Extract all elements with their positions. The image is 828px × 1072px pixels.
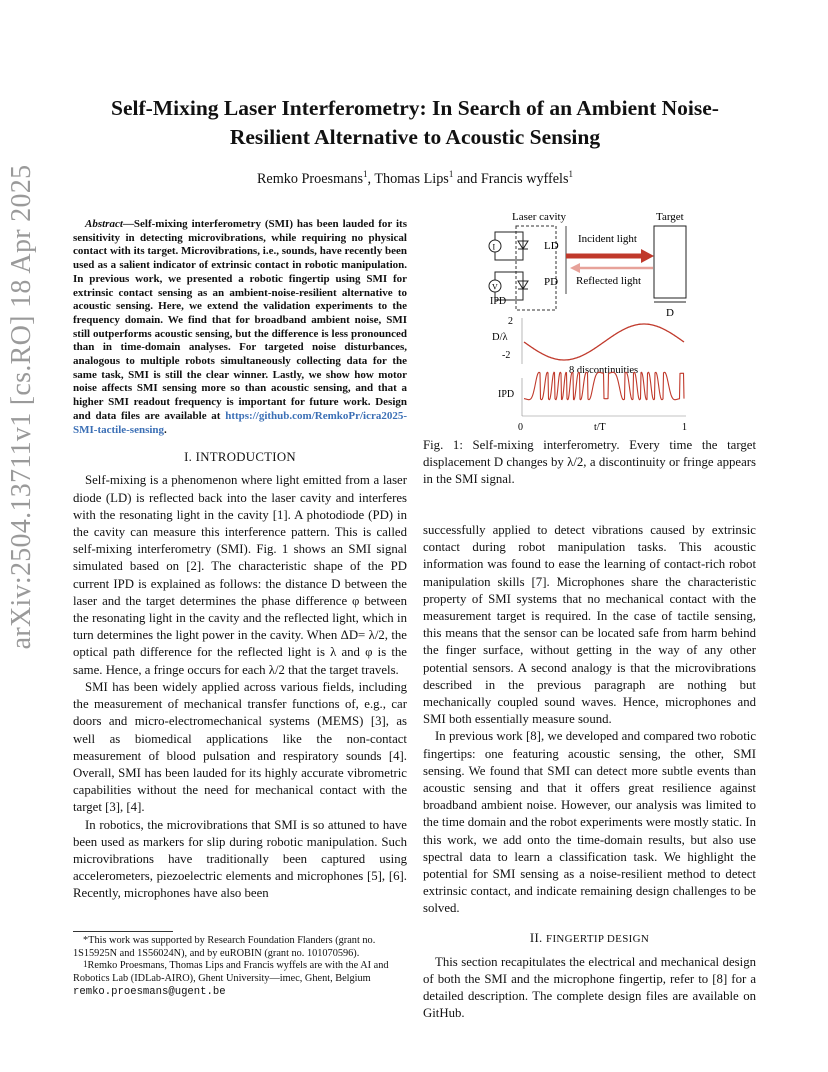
current-source-symbol: I — [492, 242, 496, 252]
reflected-light-label: Reflected light — [576, 275, 642, 287]
author-list — [95, 171, 735, 188]
section-heading-fingertip-design — [423, 930, 756, 948]
section-number: I. — [184, 450, 193, 465]
footnote-rule — [73, 931, 173, 932]
ipd-axis-label: IPD — [498, 389, 515, 400]
author-email[interactable]: remko.proesmans@ugent.be — [73, 985, 226, 998]
left-column — [73, 218, 407, 903]
ipd-label: IPD — [490, 296, 507, 307]
author-name: Remko Proesmans — [256, 171, 363, 187]
affiliation-mark: 1 — [83, 959, 88, 970]
abstract-end: . — [164, 423, 167, 436]
paragraph: This section recapitulates the electrical and mechanical design of both the SMI and the microphone fingertip, refer to [8] for a detailed description. The complete design files are available on GitHub. — [423, 954, 756, 1021]
ipd-signal-curve — [524, 372, 684, 399]
laser-cavity-box — [516, 226, 559, 310]
paragraph: SMI has been widely applied across various fields, including the measurement of mechanical transfer functions of, e.g., car doors and micro-electromechanical systems (MEMS) [3], as well as biomedical applications like the non-contact measurement of blood pulsation and respiratory sounds [4]. Overall, SMI has been lauded for its highly accurate vibrometric capabilities without the need for mechanical contact with the target [3], [4]. — [73, 679, 407, 815]
paragraph: successfully applied to detect vibrations caused by extrinsic contact during robot manipulation tasks. This acoustic information was found to ease the learning of contact-rich robot manipulation skills [7]. Microphones share the characteristic property of SMI systems that no mechanical contact with the measurement target is required. In the case of tactile sensing, this means that the sensor can be located safe from harm behind the finger surface, without getting in the way of any other potential sensors. A second analogy is that the microvibrations described in the previous paragraph are nothing but mechanically coupled sound waves. Hence, microphones and SMI both essentially measure sound. — [423, 523, 756, 727]
target-box — [654, 226, 686, 298]
section-title: FINGERTIP DESIGN — [546, 932, 650, 945]
x-axis-label: t/T — [594, 422, 606, 433]
figure-caption: Fig. 1: Self-mixing interferometry. Every time the target displacement D changes by λ/2, a discontinuity or fringe appears in the SMI signal. — [423, 438, 756, 487]
reflected-arrow-icon — [570, 263, 580, 273]
incident-light-label: Incident light — [578, 233, 637, 245]
footnote-affiliation — [73, 960, 407, 985]
target-label: Target — [656, 211, 684, 223]
abstract: Abstract—Self-mixing interferometry (SMI) has been lauded for its sensitivity in detecting microvibrations, while requiring no physical contact with its target. Microvibrations, i.e., sounds, have recently been used as a salient indicator of extrinsic contact in robotic manipulation. In previous work, we presented a robotic fingertip using SMI for extrinsic contact sensing as an ambient-noise-resilient alternative to acoustic sensing. Here, we extend the validation experiments to the frequency domain. We find that for broadband ambient noise, SMI still outperforms acoustic sensing, but the difference is less pronounced than in time-domain analyses. For targeted noise disturbances, analogous to multiple robots simultaneously collecting data for the same task, SMI is still the clear winner. Lastly, we show how motor noise affects SMI sensing more so than acoustic sensing, and that a higher SMI readout frequency is important for future work. Design and data files are available at https://github.com/RemkoPr/icra2025-SMI-tactile-sensing. — [73, 218, 407, 436]
tick-label: -2 — [502, 350, 511, 361]
incident-arrow-icon — [641, 249, 654, 263]
tick-label: 2 — [508, 316, 513, 327]
paragraph: In previous work [8], we developed and compared two robotic fingertips: one featuring acoustic sensing, the other, SMI sensing. We found that SMI can detect more subtle events than acoustic sensing and that it offers great resilience against broadband ambient noise. However, our analysis was limited to the time domain and the robot experiments were mostly static. In this work, we add onto the time-domain results, but also use spectral data to learn a classification task. We highlight the potential for SMI sensing as a noise-resilient method to detect extrinsic contact, and indicate remaining design challenges to be solved. — [423, 729, 756, 916]
author-name: Thomas Lips — [374, 171, 449, 187]
laser-cavity-label: Laser cavity — [512, 211, 567, 223]
affiliation-mark: 1 — [448, 169, 454, 179]
discontinuities-label: 8 discontinuities — [569, 365, 639, 376]
section-heading-introduction — [73, 449, 407, 466]
footnote-affiliation-text: Remko Proesmans, Thomas Lips and Francis wyffels are with the AI and Robotics Lab (IDLab-AIRO), Ghent University—imec, Ghent, Belgium — [73, 960, 389, 985]
paragraph: Self-mixing is a phenomenon where light emitted from a laser diode (LD) is reflected back into the laser cavity and interferes with the resonating light in the cavity [1]. A photodiode (PD) in the cavity can measure this interference pattern. This is called self-mixing interferometry (SMI). Fig. 1 shows an SMI signal simulated based on [2]. The characteristic shape of the PD current IPD is explained as follows: the distance D between the laser and the target determines the phase difference φ between the resonating light in the cavity and the reflected light, which in turn determines the light power in the cavity. When ΔD= λ/2, the optical path difference for the reflected light is λ and φ is the same. Hence, a fringe occurs for each λ/2 that the target travels. — [73, 473, 407, 677]
paper-title: Self-Mixing Laser Interferometry: In Search of an Ambient Noise-Resilient Alternative to Acoustic Sensing — [111, 96, 719, 149]
affiliation-mark: 1 — [362, 169, 368, 179]
section-title: INTRODUCTION — [195, 450, 296, 465]
d-lambda-axis-label: D/λ — [492, 332, 508, 343]
displacement-curve — [524, 324, 684, 360]
smi-figure — [478, 206, 718, 436]
author-name: Francis wyffels — [480, 171, 569, 187]
pd-label: PD — [544, 276, 559, 288]
abstract-label: Abstract — [85, 218, 123, 230]
x-tick-label: 0 — [518, 422, 523, 433]
author-separator: and — [453, 171, 481, 187]
voltage-source-symbol: V — [492, 282, 498, 292]
footnote-funding: *This work was supported by Research Foundation Flanders (grant no. 1S15925N and 1S56024N), and by euROBIN (grant no. 101070596). — [73, 935, 376, 959]
abstract-text: Self-mixing interferometry (SMI) has been lauded for its sensitivity in detecting microvibrations, while requiring no physical contact with its target. Microvibrations, i.e., sounds, have recently been used as a salient indicator of extrinsic contact in robotic manipulation. In previous work, we presented a robotic fingertip using SMI for extrinsic contact sensing as an ambient-noise-resilient alternative to acoustic sensing. Here, we extend the validation experiments to the frequency domain. We find that for broadband ambient noise, SMI still outperforms acoustic sensing, but the difference is less pronounced than in time-domain analyses. For targeted noise disturbances, analogous to multiple robots simultaneously collecting data for the same task, SMI is still the clear winner. Lastly, we show how motor noise affects SMI sensing more so than acoustic sensing, and that a higher SMI readout frequency is important for future work. Design and data files are available at — [73, 218, 407, 422]
right-column — [423, 522, 756, 1023]
x-tick-label: 1 — [682, 422, 687, 433]
github-link[interactable]: https://github.com/RemkoPr/icra2025-SMI-tactile-sensing — [73, 409, 407, 436]
section-number: II. — [529, 930, 543, 945]
ld-label: LD — [544, 240, 559, 252]
author-separator: , — [367, 171, 375, 187]
paragraph: In robotics, the microvibrations that SMI is so attuned to have been used as markers for slip during robotic manipulation. Such microvibrations have traditionally been captured using accelerometers, piezoelectric elements and microphones [5], [6]. Recently, microphones have also been — [73, 817, 407, 901]
affiliation-mark: 1 — [568, 169, 574, 179]
arxiv-stamp: arXiv:2504.13711v1 [cs.RO] 18 Apr 2025 — [6, 164, 37, 650]
d-label: D — [666, 307, 674, 319]
footnotes — [73, 931, 407, 999]
